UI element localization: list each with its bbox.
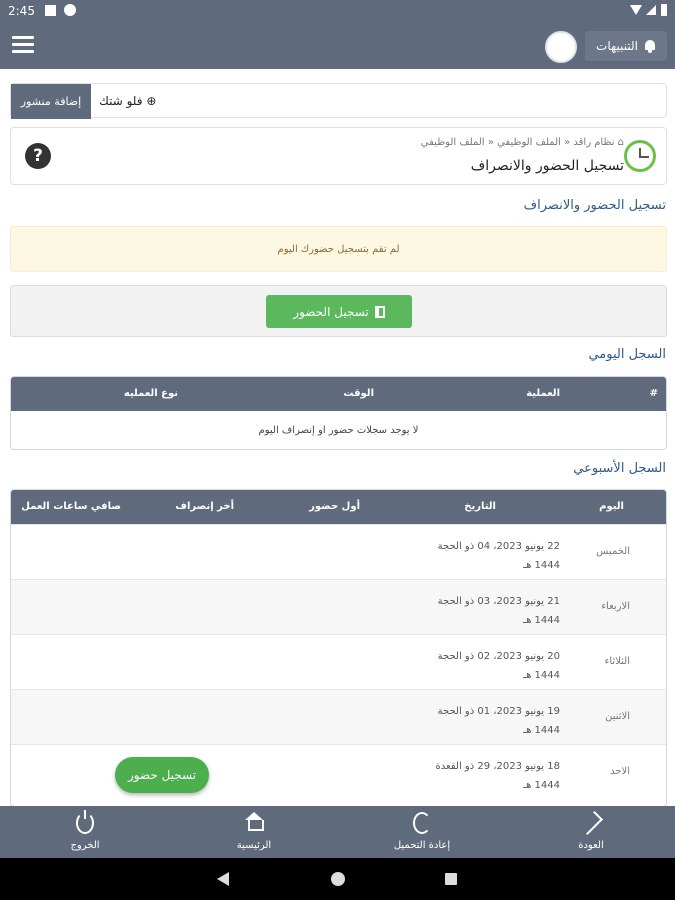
power-icon xyxy=(76,812,94,834)
row-date-line2: 1444 هـ xyxy=(523,670,560,681)
table-row xyxy=(11,579,666,634)
row-date-line2: 1444 هـ xyxy=(523,560,560,571)
reload-label: إعادة التحميل xyxy=(393,840,451,851)
weekly-log-table xyxy=(10,489,667,807)
col-date: التاريخ xyxy=(464,501,496,512)
post-text xyxy=(99,94,156,108)
status-time: 2:45 xyxy=(8,4,35,18)
notifications-button[interactable] xyxy=(585,31,667,61)
section-title: تسجيل الحضور والانصراف xyxy=(523,198,666,213)
avatar[interactable] xyxy=(545,31,577,63)
table-row xyxy=(11,524,666,579)
battery-icon xyxy=(661,4,667,16)
system-home-icon[interactable] xyxy=(331,872,345,886)
breadcrumb xyxy=(421,137,624,148)
system-recents-icon[interactable] xyxy=(445,873,457,885)
wifi-icon xyxy=(630,5,642,15)
daily-log-title: السجل اليومي xyxy=(588,347,666,362)
logout-label: الخروج xyxy=(70,840,100,851)
table-row xyxy=(11,744,666,799)
row-date-line1: 21 يونيو 2023، 03 ذو الحجة xyxy=(437,596,560,607)
bottom-nav xyxy=(0,806,675,858)
clock-icon xyxy=(624,140,656,172)
add-post-button[interactable]: إضافة منشور xyxy=(11,84,91,119)
col-type: نوع العمليه xyxy=(123,388,178,399)
daily-empty-row: لا يوجد سجلات حضور او إنصراف اليوم xyxy=(258,424,419,436)
door-icon xyxy=(375,306,385,318)
weekly-log-title: السجل الأسبوعي xyxy=(573,461,666,476)
table-row xyxy=(11,689,666,744)
checkin-button[interactable] xyxy=(266,295,412,328)
breadcrumb-item[interactable]: الملف الوظيفي xyxy=(420,137,485,148)
row-day: الثلاثاء xyxy=(604,656,630,667)
logout-button[interactable] xyxy=(35,812,135,851)
col-last-out: أخر إنصراف xyxy=(175,501,234,512)
row-day: الخميس xyxy=(596,546,630,557)
page-title: تسجيل الحضور والانصراف xyxy=(470,158,624,174)
home-crumb-icon: ⌂ xyxy=(617,137,624,148)
col-operation: العملية xyxy=(526,388,560,399)
breadcrumb-item[interactable]: الملف الوظيفي xyxy=(497,137,561,148)
chevron-right-icon xyxy=(579,811,603,835)
back-label: العودة xyxy=(578,840,604,851)
back-button[interactable] xyxy=(541,812,641,851)
col-time: الوقت xyxy=(343,388,374,399)
breadcrumb-card xyxy=(10,127,667,185)
table-row xyxy=(11,634,666,689)
bell-icon xyxy=(644,40,656,53)
home-button[interactable] xyxy=(204,812,304,851)
reload-button[interactable] xyxy=(372,812,472,851)
breadcrumb-item[interactable]: نظام راقد xyxy=(573,137,615,148)
row-date-line2: 1444 هـ xyxy=(523,780,560,791)
home-label: الرئيسية xyxy=(236,840,272,851)
daily-table-header xyxy=(11,377,666,411)
row-day: الاثنين xyxy=(605,711,630,722)
post-bar xyxy=(10,83,667,118)
help-icon[interactable]: ? xyxy=(25,143,51,169)
post-text-label: فلو شتك xyxy=(99,94,143,108)
checkin-panel xyxy=(10,285,667,337)
col-first-in: أول حضور xyxy=(309,501,360,512)
row-day: الاربعاء xyxy=(601,601,630,612)
row-date-line1: 19 يونيو 2023، 01 ذو الحجة xyxy=(437,706,560,717)
hamburger-menu-icon[interactable] xyxy=(12,36,34,54)
reload-icon xyxy=(413,812,431,834)
checkin-button-label: تسجيل الحضور xyxy=(293,304,369,319)
row-date-line1: 18 يونيو 2023، 29 ذو القعدة xyxy=(435,761,560,772)
plus-circle-icon: ⊕ xyxy=(146,94,157,108)
notification-square-icon xyxy=(45,5,56,16)
notifications-label: التنبيهات xyxy=(596,39,638,53)
weekly-table-header xyxy=(11,490,666,524)
col-day: اليوم xyxy=(599,501,624,512)
row-date xyxy=(390,592,560,630)
row-date-line2: 1444 هـ xyxy=(523,615,560,626)
floating-checkin-button[interactable]: تسجيل حضور xyxy=(115,757,209,793)
row-date-line2: 1444 هـ xyxy=(523,725,560,736)
daily-log-table xyxy=(10,376,667,450)
row-date-line1: 22 يونيو 2023، 04 ذو الحجة xyxy=(437,541,560,552)
notification-circle-icon xyxy=(64,4,76,16)
system-back-icon[interactable] xyxy=(217,872,229,886)
row-date xyxy=(390,757,560,795)
col-num: # xyxy=(649,388,658,399)
system-nav-bar xyxy=(0,858,675,900)
row-day: الاحد xyxy=(610,766,630,777)
row-date xyxy=(390,537,560,575)
status-bar xyxy=(0,0,675,22)
home-icon xyxy=(245,812,263,834)
row-date-line1: 20 يونيو 2023، 02 ذو الحجة xyxy=(437,651,560,662)
row-date xyxy=(390,647,560,685)
breadcrumb-separator: « xyxy=(487,137,494,148)
row-date xyxy=(390,702,560,740)
no-checkin-alert: لم تقم بتسجيل حضورك اليوم xyxy=(10,226,667,272)
signal-icon xyxy=(646,5,656,15)
col-net-hours: صافي ساعات العمل xyxy=(21,501,121,512)
breadcrumb-separator: « xyxy=(564,137,571,148)
